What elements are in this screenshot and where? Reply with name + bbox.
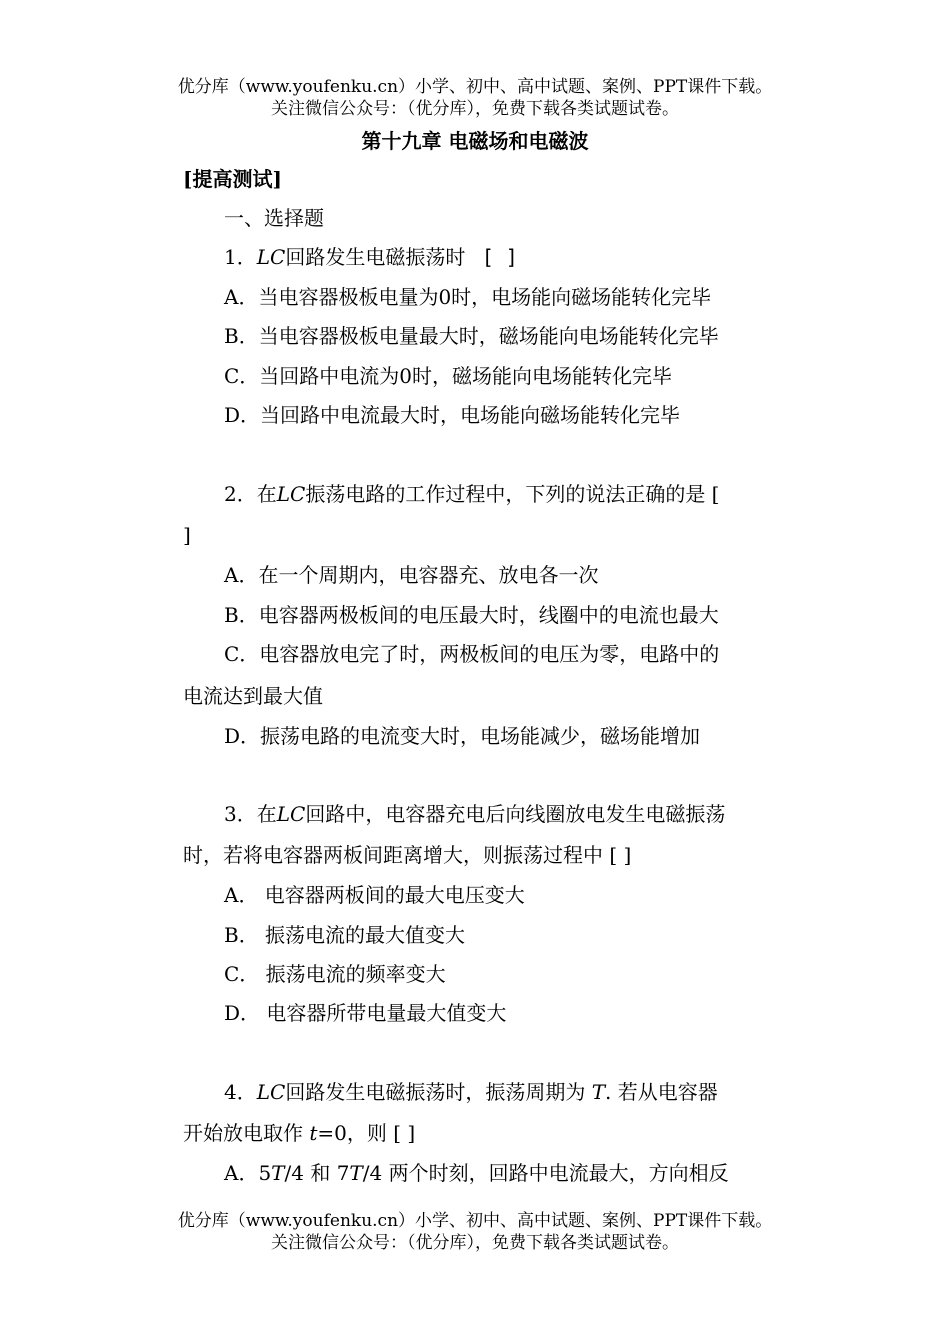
q2-option-c-line-1: C．电容器放电完了时，两极板间的电压为零，电路中的: [224, 642, 720, 666]
question-4-stem: [224, 1079, 718, 1105]
q4-a-t1: T: [271, 1161, 285, 1185]
q4-time-symbol: t: [309, 1121, 318, 1145]
section-label: [提高测试]: [183, 167, 282, 191]
q2-text: 振荡电路的工作过程中，下列的说法正确的是 [: [305, 482, 720, 506]
question-2-stem: [224, 481, 720, 507]
q4-l2-end: =0，则 [ ]: [317, 1121, 416, 1145]
q1-option-c: C．当回路中电流为0时，磁场能向电场能转化完毕: [224, 364, 673, 388]
q4-option-a: [224, 1160, 729, 1186]
q3-option-b: B． 振荡电流的最大值变大: [224, 923, 466, 947]
q4-text: 回路发生电磁振荡时，振荡周期为: [285, 1080, 586, 1104]
q2-lc: LC: [276, 482, 306, 506]
q4-prefix: 4．: [224, 1080, 257, 1104]
footer-line-2: 关注微信公众号：（优分库），免费下载各类试题试卷。: [271, 1233, 679, 1253]
q1-text: 回路发生电磁振荡时: [285, 245, 466, 269]
q2-option-d: D．振荡电路的电流变大时，电场能减少，磁场能增加: [224, 724, 701, 748]
q3-text: 回路中，电容器充电后向线圈放电发生电磁振荡: [305, 802, 726, 826]
q3-stem-line-2: 时，若将电容器两板间距离增大，则振荡过程中 [ ]: [183, 843, 632, 867]
q4-l2-text: 开始放电取作: [183, 1121, 303, 1145]
q2-bracket-close: ]: [183, 523, 191, 547]
q4-a-text: /4 两个时刻，回路中电流最大，方向相反: [362, 1161, 729, 1185]
q4-text-end: . 若从电容器: [605, 1080, 718, 1104]
q1-option-b: B．当电容器极板电量最大时，磁场能向电场能转化完毕: [224, 324, 719, 348]
q4-lc: LC: [256, 1080, 286, 1104]
question-3-stem: [224, 801, 725, 827]
q4-period-symbol: T: [591, 1080, 606, 1104]
header-line-2: 关注微信公众号：（优分库），免费下载各类试题试卷。: [271, 99, 679, 119]
header-line-1: 优分库（www.youfenku.cn）小学、初中、高中试题、案例、PPT课件下载。: [177, 77, 773, 97]
q1-lc: LC: [256, 245, 286, 269]
q3-option-c: C． 振荡电流的频率变大: [224, 962, 446, 986]
question-1-stem: [224, 244, 518, 270]
q3-lc: LC: [276, 802, 306, 826]
q1-option-d: D．当回路中电流最大时，电场能向磁场能转化完毕: [224, 403, 681, 427]
q4-a-mid: /4 和 7: [284, 1161, 350, 1185]
q1-option-a: A．当电容器极板电量为0时，电场能向磁场能转化完毕: [224, 285, 712, 309]
q2-option-c-line-2: 电流达到最大值: [183, 684, 323, 708]
q3-prefix: 3．在: [224, 802, 277, 826]
part-heading: 一、选择题: [224, 206, 324, 230]
chapter-title: 第十九章 电磁场和电磁波: [361, 129, 589, 153]
q4-stem-line-2: [183, 1120, 415, 1146]
q2-prefix: 2．在: [224, 482, 277, 506]
q2-option-a: A．在一个周期内，电容器充、放电各一次: [224, 563, 599, 587]
q3-option-a: A． 电容器两板间的最大电压变大: [224, 883, 525, 907]
q4-a-prefix: A．5: [224, 1161, 272, 1185]
q1-prefix: 1．: [224, 245, 257, 269]
q1-answer-bracket: [ ]: [481, 245, 518, 269]
footer-line-1: 优分库（www.youfenku.cn）小学、初中、高中试题、案例、PPT课件下载。: [177, 1211, 773, 1231]
q3-option-d: D． 电容器所带电量最大值变大: [224, 1001, 507, 1025]
q2-option-b: B．电容器两极板间的电压最大时，线圈中的电流也最大: [224, 603, 719, 627]
q4-a-t2: T: [349, 1161, 363, 1185]
